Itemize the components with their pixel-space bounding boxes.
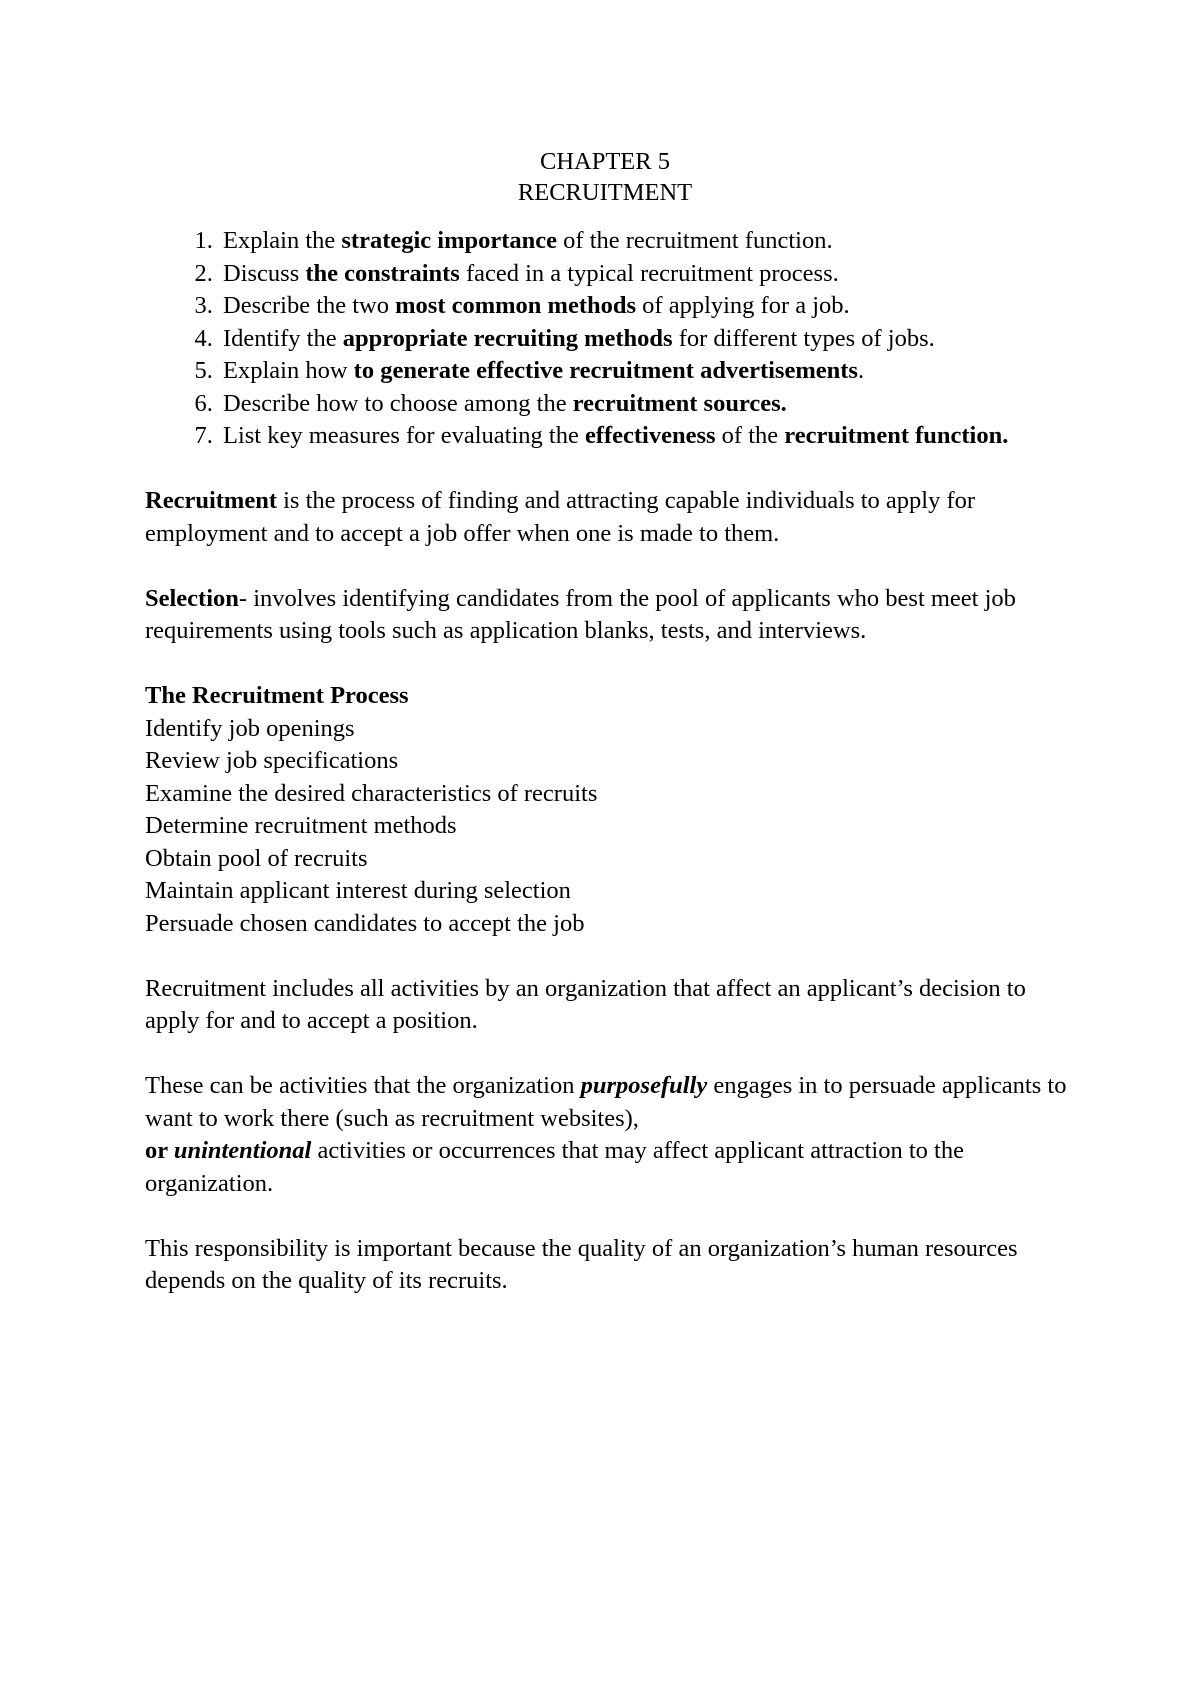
learning-objectives-list — [145, 225, 1085, 453]
process-heading: The Recruitment Process — [145, 682, 409, 709]
selection-definition: Selection- involves identifying candidates from the pool of applicants who best meet job requirements using tools such as application blanks, tests, and interviews. — [145, 584, 1016, 644]
recruitment-process-steps — [145, 713, 1085, 941]
paragraph-responsibility: This responsibility is important because the quality of an organization’s human resources depends on the quality of its recruits. — [145, 1234, 1018, 1294]
process-step: Maintain applicant interest during selection — [145, 877, 571, 904]
recruitment-definition: Recruitment is the process of finding and attracting capable individuals to apply for employment and to accept a job offer when one is made to them. — [145, 487, 976, 547]
chapter-number: CHAPTER 5 — [539, 148, 670, 175]
process-step: Persuade chosen candidates to accept the job — [145, 909, 585, 937]
objective-item: 5. Explain how to generate effective recruitment advertisements. — [219, 355, 1085, 388]
process-step: Obtain pool of recruits — [145, 844, 368, 872]
objective-item: 2. Discuss the constraints faced in a typical recruitment process. — [219, 258, 1085, 291]
process-step: Determine recruitment methods — [145, 812, 457, 839]
chapter-title: RECRUITMENT — [517, 179, 693, 206]
objective-item: 4. Identify the appropriate recruiting methods for different types of jobs. — [219, 323, 1085, 356]
process-step: Review job specifications — [145, 747, 399, 774]
paragraph-purposeful: These can be activities that the organization purposefully engages in to persuade applicants to want to work there (such as recruitment websites), or unintentional activities or occurrences that may affect applicant attraction to the organization. — [145, 1072, 1067, 1197]
objective-item: 3. Describe the two most common methods of applying for a job. — [219, 290, 1085, 323]
chapter-heading — [145, 146, 1065, 208]
objective-item: 7. List key measures for evaluating the effectiveness of the recruitment function. — [219, 420, 1085, 453]
objective-item: 1. Explain the strategic importance of the recruitment function. — [219, 225, 1085, 258]
paragraph-activities: Recruitment includes all activities by an organization that affect an applicant’s decision to apply for and to accept a position. — [145, 974, 1026, 1034]
process-step: Examine the desired characteristics of recruits — [145, 779, 598, 807]
process-step: Identify job openings — [145, 714, 355, 742]
document-body — [145, 146, 1085, 1298]
objective-item: 6. Describe how to choose among the recruitment sources. — [219, 388, 1085, 421]
